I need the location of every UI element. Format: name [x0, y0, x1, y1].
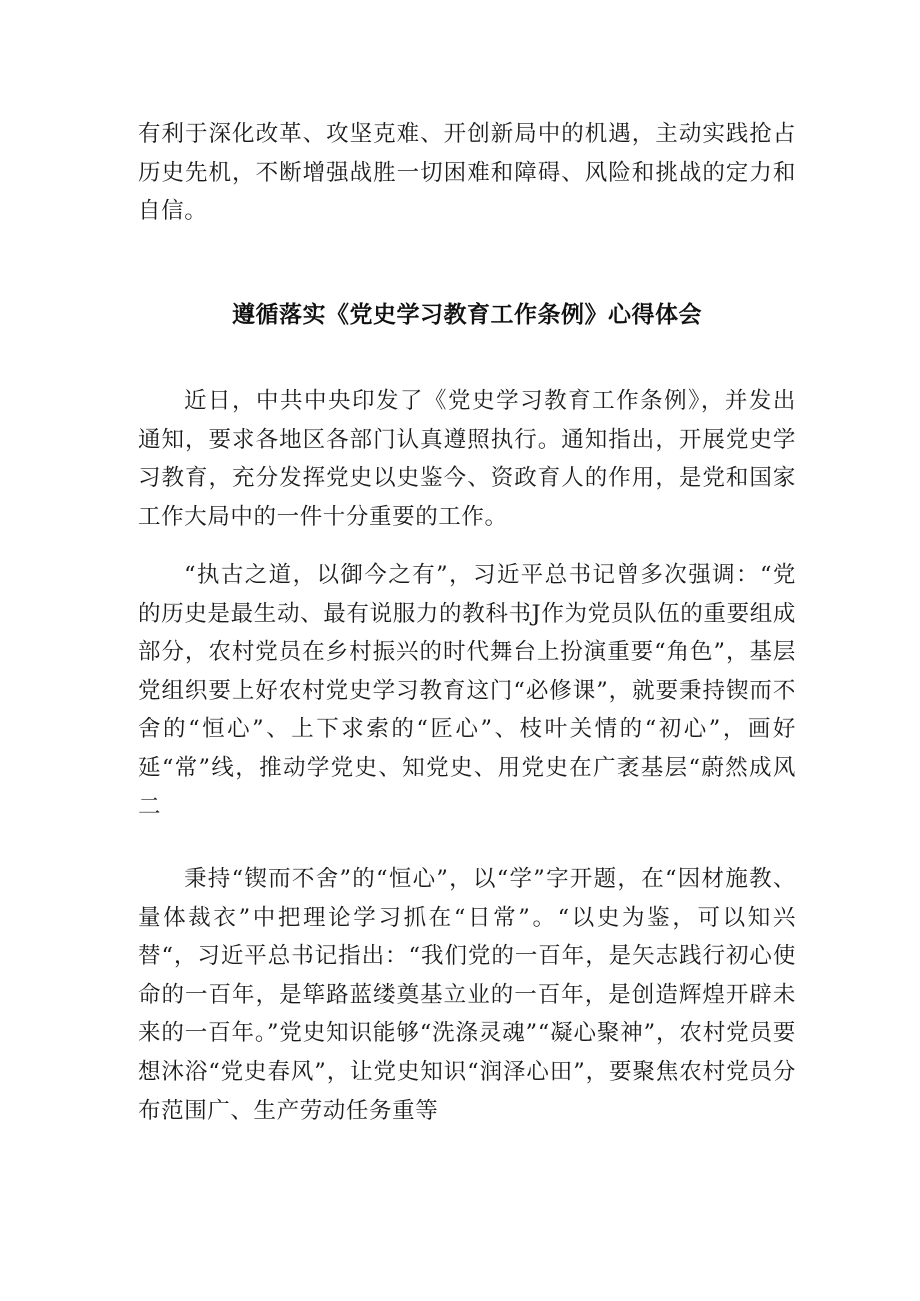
continuation-paragraph: 有利于深化改革、攻坚克难、开创新局中的机遇，主动实践抢占历史先机，不断增强战胜一切困难和障碍、风险和挑战的定力和自信。 [138, 121, 796, 225]
document-title: 遵循落实《党史学习教育工作条例》心得体会 [232, 302, 702, 328]
paragraph-3: 秉持“锲而不舍”的“恒心”，以“学”字开题，在“因材施教、量体裁衣”中把理论学习抓在“日常”。“以史为鉴，可以知兴替“，习近平总书记指出：“我们党的一百年，是矢志践行初心使命的一百年，是筚路蓝缕奠基立业的一百年，是创造辉煌开辟未来的一百年。”党史知识能够“洗涤灵魂”“凝心聚神”，农村党员要想沐浴“党史春风”，让党史知识“润泽心田”，要聚焦农村党员分布范围广、生产劳动任务重等 [138, 866, 796, 1124]
paragraph-2: “执古之道，以御今之有”，习近平总书记曾多次强调：“党的历史是最生动、最有说服力的教科书J作为党员队伍的重要组成部分，农村党员在乡村振兴的时代舞台上扮演重要“角色”，基层党组织要上好农村党史学习教育这门“必修课”，就要秉持锲而不舍的“恒心”、上下求索的“匠心”、枝叶关情的“初心”，画好延“常”线，推动学党史、知党史、用党史在广袤基层“蔚然成风二 [138, 562, 796, 820]
paragraph-1: 近日，中共中央印发了《党史学习教育工作条例》，并发出通知，要求各地区各部门认真遵照执行。通知指出，开展党史学习教育，充分发挥党史以史鉴今、资政育人的作用，是党和国家工作大局中的一件十分重要的工作。 [138, 388, 796, 530]
